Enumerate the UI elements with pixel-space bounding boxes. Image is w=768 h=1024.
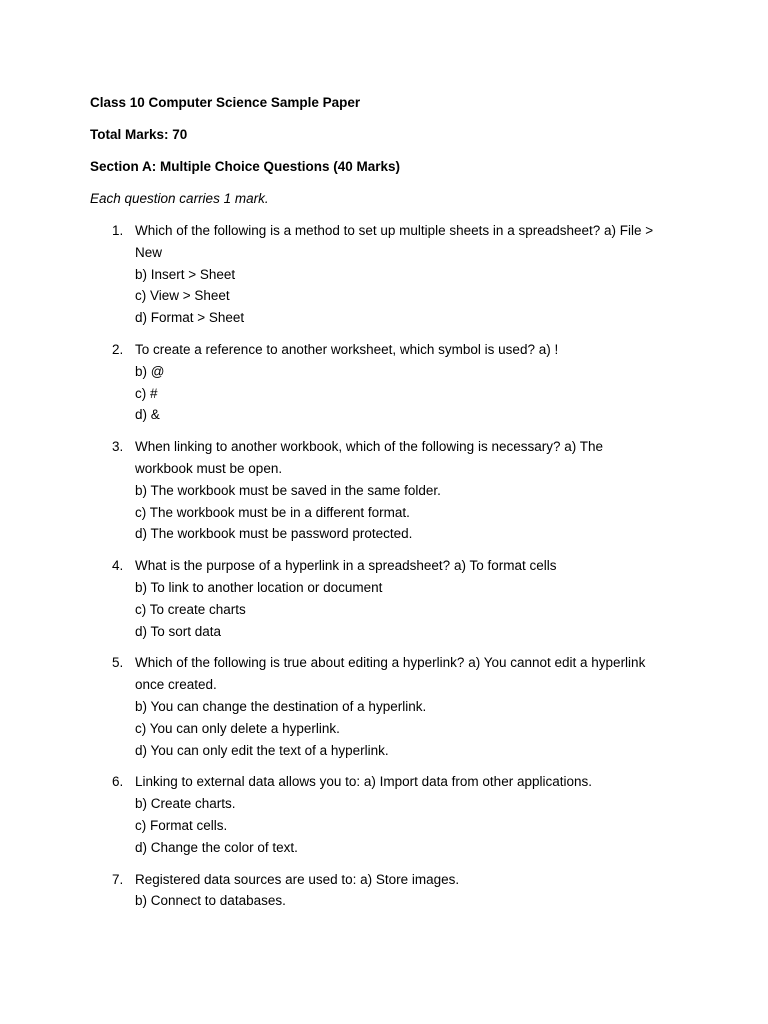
question-number: 4.	[112, 558, 124, 574]
question-item	[90, 339, 680, 426]
question-number: 3.	[112, 439, 124, 455]
question-line: once created.	[135, 677, 217, 693]
question-text: Which of the following is true about editing a hyperlink? a) You cannot edit a hyperlink	[135, 655, 646, 671]
instruction-note: Each question carries 1 mark.	[90, 191, 269, 206]
question-number: 2.	[112, 341, 124, 357]
question-line: b) Insert > Sheet	[135, 266, 236, 282]
question-text: Which of the following is a method to set up multiple sheets in a spreadsheet? a) File >	[135, 223, 654, 238]
question-line: b) Connect to databases.	[135, 893, 286, 909]
document-content	[90, 92, 680, 922]
question-line: c) The workbook must be in a different format.	[135, 504, 410, 520]
question-list	[90, 220, 680, 912]
question-item	[90, 771, 680, 858]
question-line: c) #	[135, 385, 158, 401]
question-line: d) Format > Sheet	[135, 310, 245, 326]
question-line: d) &	[135, 407, 160, 423]
question-text: Registered data sources are used to: a) Store images.	[135, 871, 460, 887]
total-marks: Total Marks: 70	[90, 127, 188, 142]
question-line: c) Format cells.	[135, 817, 228, 833]
question-number: 5.	[112, 655, 124, 671]
question-item	[90, 652, 680, 761]
question-line: b) Create charts.	[135, 796, 236, 812]
question-line: d) The workbook must be password protected.	[135, 526, 413, 542]
question-line: New	[135, 244, 163, 260]
question-line: c) View > Sheet	[135, 288, 230, 304]
question-number: 6.	[112, 774, 124, 790]
question-line: c) You can only delete a hyperlink.	[135, 720, 340, 736]
question-text: To create a reference to another worksheet, which symbol is used? a) !	[135, 341, 559, 357]
question-line: b) You can change the destination of a hyperlink.	[135, 698, 427, 714]
question-text: What is the purpose of a hyperlink in a spreadsheet? a) To format cells	[135, 558, 557, 574]
question-line: b) The workbook must be saved in the same folder.	[135, 482, 441, 498]
question-number: 7.	[112, 871, 124, 887]
question-line: b) To link to another location or document	[135, 579, 383, 595]
section-title: Section A: Multiple Choice Questions (40 Marks)	[90, 159, 401, 174]
question-line: workbook must be open.	[135, 460, 283, 476]
question-line: d) Change the color of text.	[135, 839, 298, 855]
question-number: 1.	[112, 223, 124, 238]
question-line: d) To sort data	[135, 623, 222, 639]
question-line: c) To create charts	[135, 601, 246, 617]
question-item	[90, 555, 680, 642]
question-text: Linking to external data allows you to: a) Import data from other applications.	[135, 774, 592, 790]
question-item	[90, 220, 680, 329]
question-item	[90, 869, 680, 913]
paper-title: Class 10 Computer Science Sample Paper	[90, 95, 361, 110]
question-line: b) @	[135, 363, 165, 379]
question-text: When linking to another workbook, which of the following is necessary? a) The	[135, 439, 603, 455]
question-line: d) You can only edit the text of a hyperlink.	[135, 742, 389, 758]
question-item	[90, 436, 680, 545]
